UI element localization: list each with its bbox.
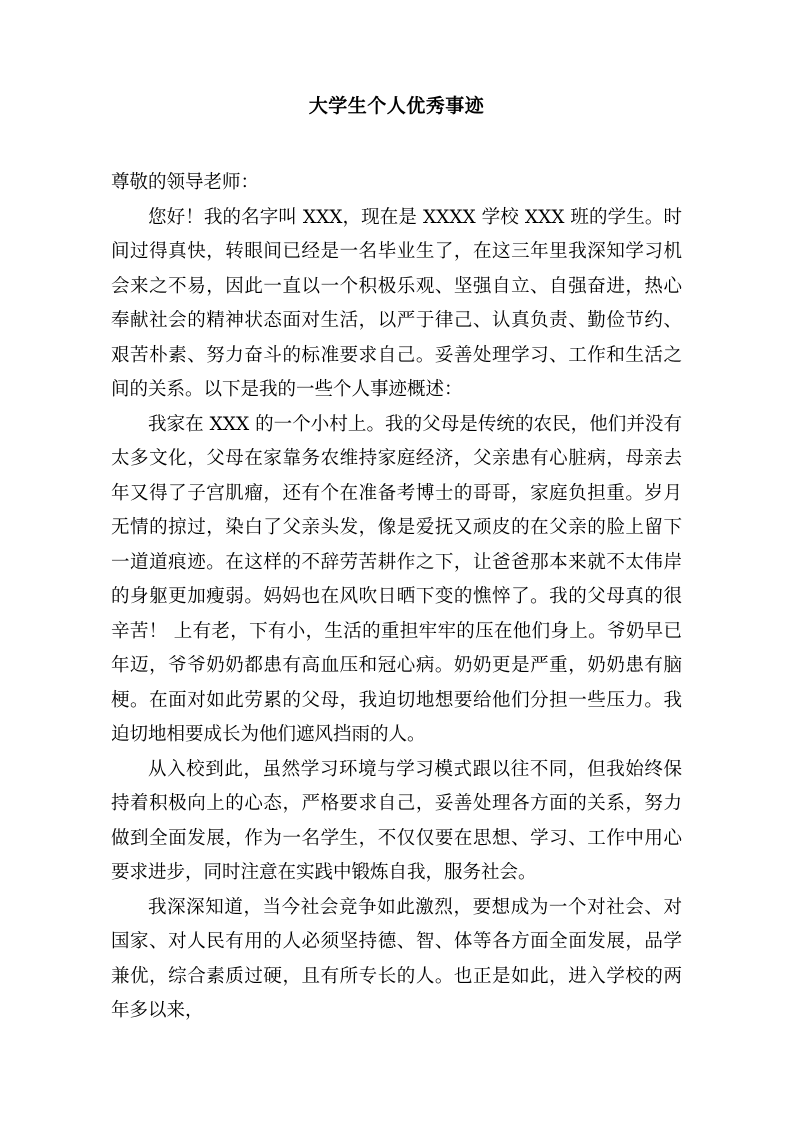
salutation: 尊敬的领导老师：	[111, 172, 260, 193]
paragraph-school: 从入校到此，虽然学习环境与学习模式跟以往不同，但我始终保持着积极向上的心态，严格要求自己，妥善处理各方面的关系，努力做到全面发展，作为一名学生，不仅仅要在思想、学习、工作中用心要求进步，同时注意在实践中锻炼自我，服务社会。	[111, 758, 682, 883]
document-title: 大学生个人优秀事迹	[308, 95, 485, 117]
paragraph-greeting: 您好！我的名字叫 XXX，现在是 XXXX 学校 XXX 班的学生。时间过得真快，转眼间已经是一名毕业生了，在这三年里我深知学习机会来之不易，因此一直以一个积极乐观、坚强自立、自强奋进，热心奉献社会的精神状态面对生活，以严于律己、认真负责、勤俭节约、艰苦朴素、努力奋斗的标准要求自己。妥善处理学习、工作和生活之间的关系。以下是我的一些个人事迹概述：	[111, 206, 682, 400]
document-body	[111, 166, 682, 1029]
paragraph-family: 我家在 XXX 的一个小村上。我的父母是传统的农民，他们并没有太多文化，父母在家靠务农维持家庭经济，父亲患有心脏病，母亲去年又得了子宫肌瘤，还有个在准备考博士的哥哥，家庭负担重。岁月无情的掠过，染白了父亲头发，像是爱抚又顽皮的在父亲的脸上留下一道道痕迹。在这样的不辞劳苦耕作之下，让爸爸那本来就不太伟岸的身躯更加瘦弱。妈妈也在风吹日晒下变的憔悴了。我的父母真的很辛苦！ 上有老，下有小，生活的重担牢牢的压在他们身上。爷奶早已年迈，爷爷奶奶都患有高血压和冠心病。奶奶更是严重，奶奶患有脑梗。在面对如此劳累的父母，我迫切地想要给他们分担一些压力。我迫切地相要成长为他们遮风挡雨的人。	[111, 413, 682, 745]
paragraph-society: 我深深知道，当今社会竞争如此激烈，要想成为一个对社会、对国家、对人民有用的人必须坚持德、智、体等各方面全面发展，品学兼优，综合素质过硬，且有所专长的人。也正是如此，进入学校的两年多以来，	[111, 896, 682, 1021]
